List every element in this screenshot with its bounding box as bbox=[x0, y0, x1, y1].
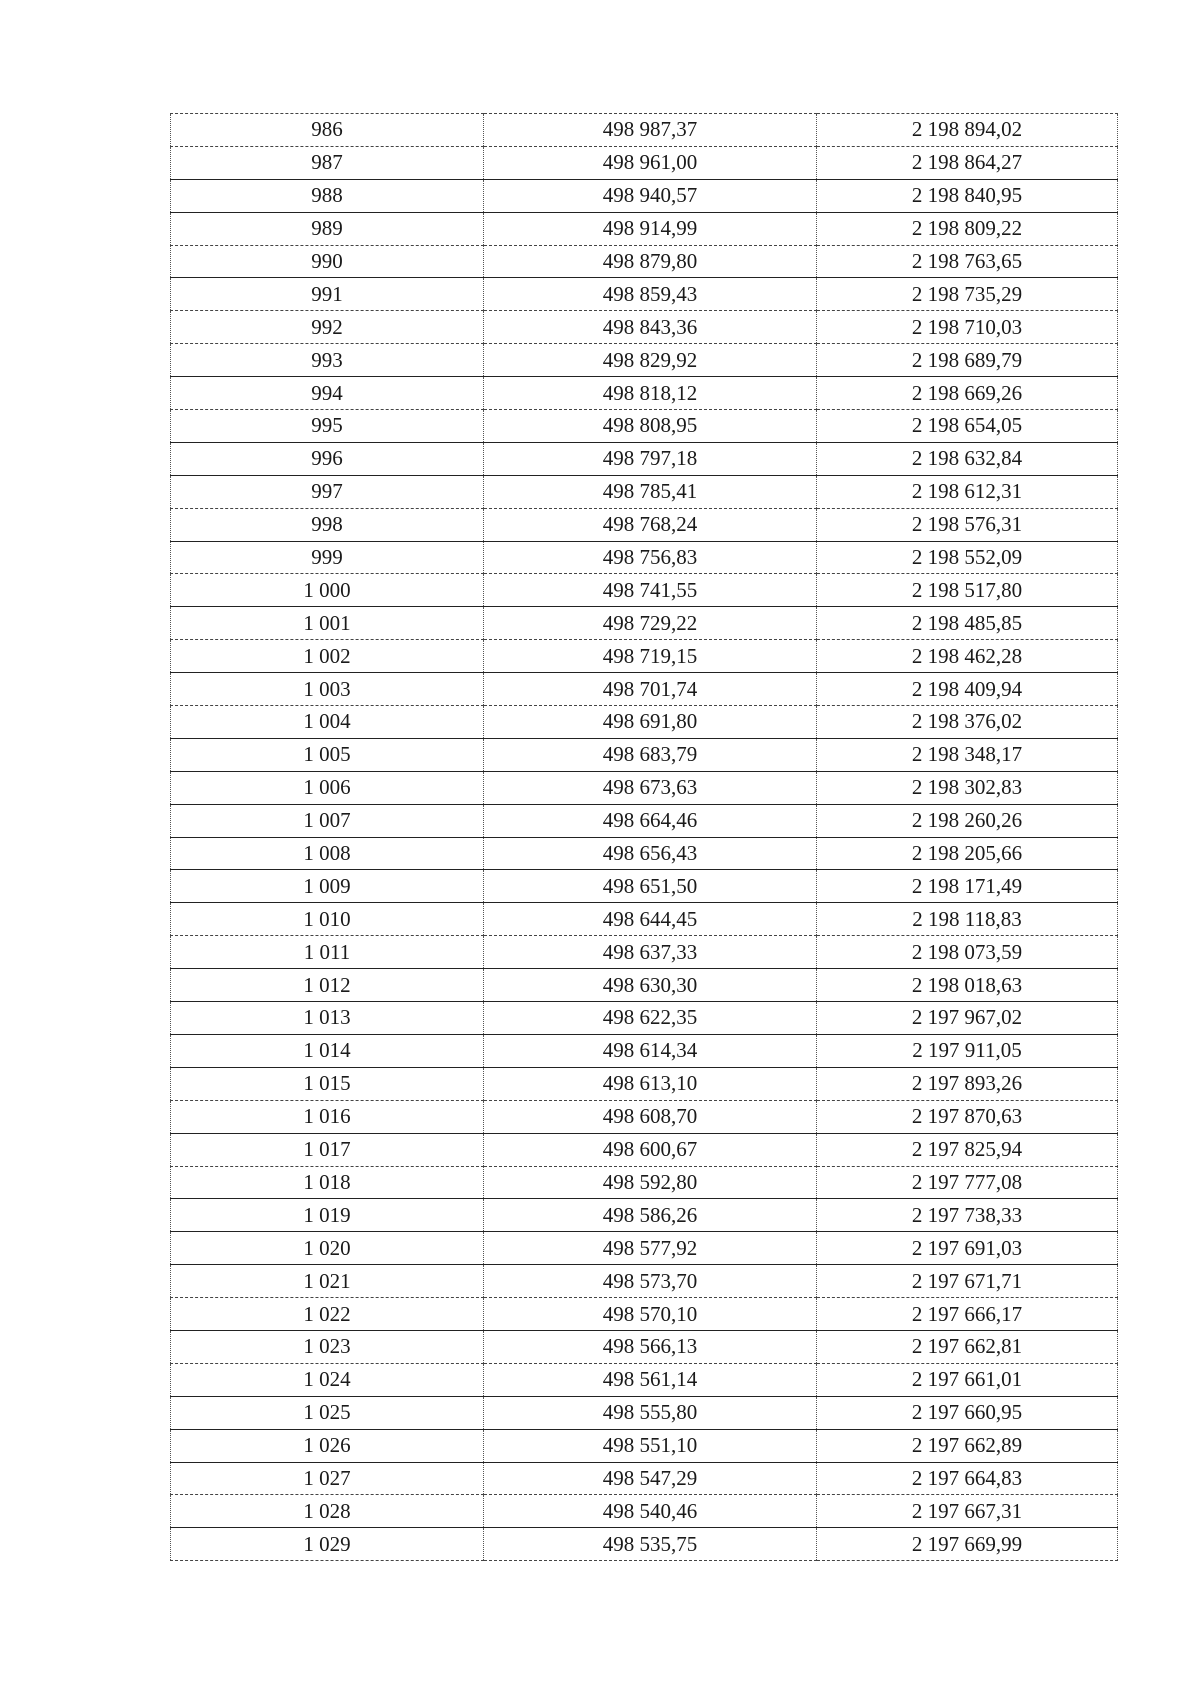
table-row bbox=[171, 1363, 1118, 1396]
y-coordinate-cell: 2 197 662,89 bbox=[817, 1429, 1118, 1462]
x-coordinate-cell: 498 768,24 bbox=[484, 508, 817, 541]
point-number-cell: 1 007 bbox=[171, 804, 484, 837]
table-row bbox=[171, 311, 1118, 344]
x-coordinate-cell: 498 656,43 bbox=[484, 837, 817, 870]
table-row bbox=[171, 541, 1118, 574]
y-coordinate-cell: 2 198 632,84 bbox=[817, 442, 1118, 475]
y-coordinate-cell: 2 198 894,02 bbox=[817, 114, 1118, 147]
x-coordinate-cell: 498 577,92 bbox=[484, 1232, 817, 1265]
x-coordinate-cell: 498 859,43 bbox=[484, 278, 817, 311]
x-coordinate-cell: 498 729,22 bbox=[484, 607, 817, 640]
x-coordinate-cell: 498 914,99 bbox=[484, 212, 817, 245]
x-coordinate-cell: 498 561,14 bbox=[484, 1363, 817, 1396]
point-number-cell: 1 023 bbox=[171, 1330, 484, 1363]
point-number-cell: 1 009 bbox=[171, 870, 484, 903]
y-coordinate-cell: 2 198 735,29 bbox=[817, 278, 1118, 311]
x-coordinate-cell: 498 573,70 bbox=[484, 1265, 817, 1298]
table-row bbox=[171, 1034, 1118, 1067]
point-number-cell: 1 021 bbox=[171, 1265, 484, 1298]
table-row bbox=[171, 1067, 1118, 1100]
table-row bbox=[171, 607, 1118, 640]
y-coordinate-cell: 2 197 691,03 bbox=[817, 1232, 1118, 1265]
table-row bbox=[171, 837, 1118, 870]
point-number-cell: 1 016 bbox=[171, 1100, 484, 1133]
table-row bbox=[171, 1396, 1118, 1429]
point-number-cell: 1 001 bbox=[171, 607, 484, 640]
point-number-cell: 1 018 bbox=[171, 1166, 484, 1199]
table-row bbox=[171, 179, 1118, 212]
y-coordinate-cell: 2 197 967,02 bbox=[817, 1002, 1118, 1035]
point-number-cell: 995 bbox=[171, 410, 484, 443]
point-number-cell: 1 014 bbox=[171, 1034, 484, 1067]
y-coordinate-cell: 2 198 485,85 bbox=[817, 607, 1118, 640]
x-coordinate-cell: 498 535,75 bbox=[484, 1528, 817, 1561]
y-coordinate-cell: 2 198 840,95 bbox=[817, 179, 1118, 212]
point-number-cell: 991 bbox=[171, 278, 484, 311]
y-coordinate-cell: 2 197 666,17 bbox=[817, 1298, 1118, 1331]
y-coordinate-cell: 2 198 018,63 bbox=[817, 969, 1118, 1002]
table-row bbox=[171, 1133, 1118, 1166]
table-row bbox=[171, 870, 1118, 903]
y-coordinate-cell: 2 198 205,66 bbox=[817, 837, 1118, 870]
table-row bbox=[171, 771, 1118, 804]
y-coordinate-cell: 2 198 809,22 bbox=[817, 212, 1118, 245]
point-number-cell: 988 bbox=[171, 179, 484, 212]
table-row bbox=[171, 1265, 1118, 1298]
point-number-cell: 998 bbox=[171, 508, 484, 541]
table-row bbox=[171, 574, 1118, 607]
x-coordinate-cell: 498 940,57 bbox=[484, 179, 817, 212]
x-coordinate-cell: 498 785,41 bbox=[484, 475, 817, 508]
x-coordinate-cell: 498 586,26 bbox=[484, 1199, 817, 1232]
y-coordinate-cell: 2 197 825,94 bbox=[817, 1133, 1118, 1166]
y-coordinate-cell: 2 197 671,71 bbox=[817, 1265, 1118, 1298]
point-number-cell: 1 022 bbox=[171, 1298, 484, 1331]
x-coordinate-cell: 498 547,29 bbox=[484, 1462, 817, 1495]
y-coordinate-cell: 2 197 664,83 bbox=[817, 1462, 1118, 1495]
x-coordinate-cell: 498 651,50 bbox=[484, 870, 817, 903]
point-number-cell: 986 bbox=[171, 114, 484, 147]
x-coordinate-cell: 498 540,46 bbox=[484, 1495, 817, 1528]
point-number-cell: 993 bbox=[171, 344, 484, 377]
table-row bbox=[171, 706, 1118, 739]
y-coordinate-cell: 2 197 870,63 bbox=[817, 1100, 1118, 1133]
x-coordinate-cell: 498 756,83 bbox=[484, 541, 817, 574]
x-coordinate-cell: 498 630,30 bbox=[484, 969, 817, 1002]
point-number-cell: 1 008 bbox=[171, 837, 484, 870]
table-row bbox=[171, 804, 1118, 837]
table-row bbox=[171, 146, 1118, 179]
y-coordinate-cell: 2 198 376,02 bbox=[817, 706, 1118, 739]
y-coordinate-cell: 2 198 576,31 bbox=[817, 508, 1118, 541]
x-coordinate-cell: 498 829,92 bbox=[484, 344, 817, 377]
table-row bbox=[171, 114, 1118, 147]
table-row bbox=[171, 245, 1118, 278]
table-row bbox=[171, 1528, 1118, 1561]
table-row bbox=[171, 1100, 1118, 1133]
y-coordinate-cell: 2 198 260,26 bbox=[817, 804, 1118, 837]
table-row bbox=[171, 1232, 1118, 1265]
y-coordinate-cell: 2 198 409,94 bbox=[817, 673, 1118, 706]
y-coordinate-cell: 2 197 662,81 bbox=[817, 1330, 1118, 1363]
point-number-cell: 1 006 bbox=[171, 771, 484, 804]
point-number-cell: 1 002 bbox=[171, 640, 484, 673]
y-coordinate-cell: 2 197 667,31 bbox=[817, 1495, 1118, 1528]
x-coordinate-cell: 498 818,12 bbox=[484, 377, 817, 410]
x-coordinate-cell: 498 843,36 bbox=[484, 311, 817, 344]
table-row bbox=[171, 1199, 1118, 1232]
table-row bbox=[171, 1330, 1118, 1363]
y-coordinate-cell: 2 198 689,79 bbox=[817, 344, 1118, 377]
table-row bbox=[171, 212, 1118, 245]
table-row bbox=[171, 1495, 1118, 1528]
point-number-cell: 1 017 bbox=[171, 1133, 484, 1166]
point-number-cell: 1 012 bbox=[171, 969, 484, 1002]
y-coordinate-cell: 2 198 654,05 bbox=[817, 410, 1118, 443]
y-coordinate-cell: 2 197 777,08 bbox=[817, 1166, 1118, 1199]
x-coordinate-cell: 498 555,80 bbox=[484, 1396, 817, 1429]
point-number-cell: 1 027 bbox=[171, 1462, 484, 1495]
x-coordinate-cell: 498 691,80 bbox=[484, 706, 817, 739]
table-row bbox=[171, 1002, 1118, 1035]
y-coordinate-cell: 2 198 763,65 bbox=[817, 245, 1118, 278]
table-row bbox=[171, 903, 1118, 936]
point-number-cell: 1 011 bbox=[171, 936, 484, 969]
y-coordinate-cell: 2 198 073,59 bbox=[817, 936, 1118, 969]
x-coordinate-cell: 498 566,13 bbox=[484, 1330, 817, 1363]
coordinates-table-body bbox=[171, 114, 1118, 1561]
point-number-cell: 989 bbox=[171, 212, 484, 245]
table-row bbox=[171, 640, 1118, 673]
x-coordinate-cell: 498 608,70 bbox=[484, 1100, 817, 1133]
y-coordinate-cell: 2 198 171,49 bbox=[817, 870, 1118, 903]
x-coordinate-cell: 498 673,63 bbox=[484, 771, 817, 804]
point-number-cell: 997 bbox=[171, 475, 484, 508]
y-coordinate-cell: 2 198 669,26 bbox=[817, 377, 1118, 410]
x-coordinate-cell: 498 987,37 bbox=[484, 114, 817, 147]
x-coordinate-cell: 498 719,15 bbox=[484, 640, 817, 673]
point-number-cell: 1 024 bbox=[171, 1363, 484, 1396]
x-coordinate-cell: 498 613,10 bbox=[484, 1067, 817, 1100]
x-coordinate-cell: 498 551,10 bbox=[484, 1429, 817, 1462]
table-row bbox=[171, 442, 1118, 475]
point-number-cell: 1 029 bbox=[171, 1528, 484, 1561]
y-coordinate-cell: 2 198 864,27 bbox=[817, 146, 1118, 179]
y-coordinate-cell: 2 197 738,33 bbox=[817, 1199, 1118, 1232]
y-coordinate-cell: 2 197 911,05 bbox=[817, 1034, 1118, 1067]
table-row bbox=[171, 377, 1118, 410]
y-coordinate-cell: 2 197 661,01 bbox=[817, 1363, 1118, 1396]
table-row bbox=[171, 410, 1118, 443]
x-coordinate-cell: 498 644,45 bbox=[484, 903, 817, 936]
x-coordinate-cell: 498 664,46 bbox=[484, 804, 817, 837]
table-row bbox=[171, 673, 1118, 706]
y-coordinate-cell: 2 197 893,26 bbox=[817, 1067, 1118, 1100]
coordinates-table bbox=[170, 113, 1118, 1561]
y-coordinate-cell: 2 197 660,95 bbox=[817, 1396, 1118, 1429]
point-number-cell: 996 bbox=[171, 442, 484, 475]
table-row bbox=[171, 936, 1118, 969]
y-coordinate-cell: 2 198 118,83 bbox=[817, 903, 1118, 936]
point-number-cell: 1 025 bbox=[171, 1396, 484, 1429]
x-coordinate-cell: 498 622,35 bbox=[484, 1002, 817, 1035]
table-row bbox=[171, 1298, 1118, 1331]
y-coordinate-cell: 2 197 669,99 bbox=[817, 1528, 1118, 1561]
point-number-cell: 1 020 bbox=[171, 1232, 484, 1265]
point-number-cell: 1 019 bbox=[171, 1199, 484, 1232]
table-row bbox=[171, 738, 1118, 771]
point-number-cell: 994 bbox=[171, 377, 484, 410]
point-number-cell: 1 015 bbox=[171, 1067, 484, 1100]
x-coordinate-cell: 498 701,74 bbox=[484, 673, 817, 706]
point-number-cell: 1 010 bbox=[171, 903, 484, 936]
point-number-cell: 992 bbox=[171, 311, 484, 344]
y-coordinate-cell: 2 198 462,28 bbox=[817, 640, 1118, 673]
point-number-cell: 1 003 bbox=[171, 673, 484, 706]
y-coordinate-cell: 2 198 348,17 bbox=[817, 738, 1118, 771]
x-coordinate-cell: 498 637,33 bbox=[484, 936, 817, 969]
point-number-cell: 1 013 bbox=[171, 1002, 484, 1035]
point-number-cell: 1 026 bbox=[171, 1429, 484, 1462]
x-coordinate-cell: 498 879,80 bbox=[484, 245, 817, 278]
x-coordinate-cell: 498 683,79 bbox=[484, 738, 817, 771]
y-coordinate-cell: 2 198 517,80 bbox=[817, 574, 1118, 607]
table-row bbox=[171, 1166, 1118, 1199]
y-coordinate-cell: 2 198 710,03 bbox=[817, 311, 1118, 344]
point-number-cell: 1 000 bbox=[171, 574, 484, 607]
table-row bbox=[171, 344, 1118, 377]
table-row bbox=[171, 969, 1118, 1002]
x-coordinate-cell: 498 741,55 bbox=[484, 574, 817, 607]
point-number-cell: 1 028 bbox=[171, 1495, 484, 1528]
x-coordinate-cell: 498 600,67 bbox=[484, 1133, 817, 1166]
table-row bbox=[171, 475, 1118, 508]
table-row bbox=[171, 278, 1118, 311]
x-coordinate-cell: 498 592,80 bbox=[484, 1166, 817, 1199]
table-row bbox=[171, 1462, 1118, 1495]
x-coordinate-cell: 498 570,10 bbox=[484, 1298, 817, 1331]
point-number-cell: 990 bbox=[171, 245, 484, 278]
point-number-cell: 999 bbox=[171, 541, 484, 574]
x-coordinate-cell: 498 797,18 bbox=[484, 442, 817, 475]
table-row bbox=[171, 1429, 1118, 1462]
table-row bbox=[171, 508, 1118, 541]
x-coordinate-cell: 498 808,95 bbox=[484, 410, 817, 443]
point-number-cell: 1 005 bbox=[171, 738, 484, 771]
y-coordinate-cell: 2 198 302,83 bbox=[817, 771, 1118, 804]
point-number-cell: 1 004 bbox=[171, 706, 484, 739]
y-coordinate-cell: 2 198 612,31 bbox=[817, 475, 1118, 508]
x-coordinate-cell: 498 961,00 bbox=[484, 146, 817, 179]
point-number-cell: 987 bbox=[171, 146, 484, 179]
y-coordinate-cell: 2 198 552,09 bbox=[817, 541, 1118, 574]
x-coordinate-cell: 498 614,34 bbox=[484, 1034, 817, 1067]
